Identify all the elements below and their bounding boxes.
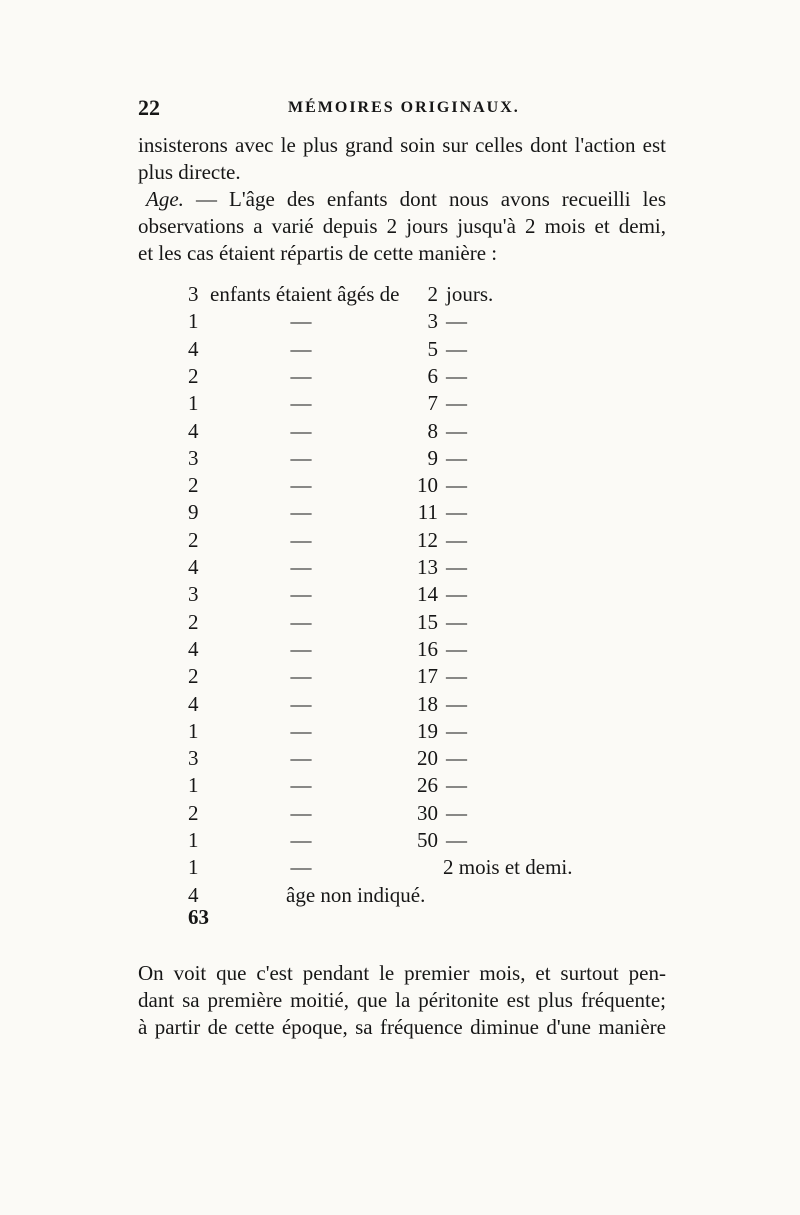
- text-line: dant sa première moitié, que la péritonite est plus fréquente;: [138, 988, 666, 1012]
- ditto-dash: —: [290, 609, 312, 634]
- ditto-dash: —: [446, 309, 467, 334]
- ditto-dash: —: [446, 418, 467, 443]
- child-count: 1: [188, 718, 199, 743]
- age-days: 19: [417, 718, 438, 743]
- page-header: [138, 95, 668, 125]
- age-days: 12: [417, 527, 438, 552]
- ditto-dash: —: [290, 855, 312, 880]
- table-row: [188, 610, 568, 637]
- child-count: 2: [188, 609, 199, 634]
- child-count: 1: [188, 828, 199, 852]
- table-row: [188, 473, 568, 500]
- child-count: 1: [188, 855, 199, 880]
- ditto-dash: —: [290, 718, 312, 743]
- table-row: [188, 637, 568, 664]
- table-row: [188, 419, 568, 446]
- ditto-dash: —: [446, 828, 467, 852]
- age-days: 9: [427, 445, 438, 470]
- child-count: 4: [188, 336, 199, 361]
- age-days: 6: [427, 363, 438, 388]
- table-row: [188, 773, 568, 800]
- table-row: [188, 309, 568, 336]
- table-row: [188, 555, 568, 582]
- text-line: [138, 186, 666, 213]
- ditto-dash: —: [290, 691, 312, 716]
- table-row: [188, 446, 568, 473]
- text-line-rest: — L'âge des enfants dont nous avons recueilli les: [183, 187, 666, 211]
- age-days: 11: [417, 500, 438, 525]
- ditto-dash: —: [290, 664, 312, 689]
- ditto-dash: —: [290, 336, 312, 361]
- ditto-dash: —: [446, 718, 467, 743]
- ditto-dash: —: [290, 363, 312, 388]
- age-days: 20: [417, 746, 438, 771]
- age-months: 2 mois et demi.: [443, 855, 573, 880]
- ditto-dash: —: [446, 664, 467, 689]
- table-row: [188, 282, 568, 309]
- child-count: 4: [188, 636, 199, 661]
- paragraph-intro: [138, 132, 666, 186]
- age-days: 5: [427, 336, 438, 361]
- table-row: [188, 500, 568, 527]
- ditto-dash: —: [446, 609, 467, 634]
- ditto-dash: —: [446, 473, 467, 498]
- child-count: 3: [188, 746, 199, 771]
- ditto-dash: —: [446, 336, 467, 361]
- ditto-dash: —: [446, 555, 467, 579]
- ditto-dash: —: [446, 391, 467, 416]
- age-unknown-note: âge non indiqué.: [286, 882, 426, 907]
- age-days: 13: [417, 555, 438, 579]
- child-count: 1: [188, 391, 199, 416]
- ditto-dash: —: [290, 636, 312, 661]
- text-line: plus directe.: [138, 160, 241, 184]
- table-row: [188, 719, 568, 746]
- ditto-dash: —: [290, 582, 312, 607]
- ditto-dash: —: [290, 309, 312, 334]
- ditto-dash: —: [446, 363, 467, 388]
- unit-label: jours.: [446, 282, 494, 306]
- total-count: 63: [188, 905, 209, 929]
- table-row: [188, 855, 573, 882]
- child-count: 2: [188, 527, 199, 552]
- row-label: enfants étaient âgés de: [210, 282, 400, 306]
- text-line: insisterons avec le plus grand soin sur celles dont l'action est: [138, 133, 666, 157]
- age-days: 8: [427, 418, 438, 443]
- age-days: 30: [417, 800, 438, 825]
- text-line: à partir de cette époque, sa fréquence diminue d'une manière: [138, 1015, 666, 1039]
- child-count: 3: [188, 282, 199, 306]
- ditto-dash: —: [446, 527, 467, 552]
- age-heading: Age.: [146, 187, 184, 211]
- ditto-dash: —: [290, 527, 312, 552]
- age-days: 14: [417, 582, 438, 607]
- ditto-dash: —: [290, 800, 312, 825]
- ditto-dash: —: [290, 418, 312, 443]
- age-days: 26: [417, 773, 438, 798]
- age-days: 16: [417, 636, 438, 661]
- child-count: 3: [188, 582, 199, 607]
- child-count: 1: [188, 309, 199, 334]
- ditto-dash: —: [446, 582, 467, 607]
- table-row: [188, 391, 568, 418]
- ditto-dash: —: [290, 473, 312, 498]
- child-count: 4: [188, 691, 199, 716]
- table-row: [188, 828, 568, 855]
- table-row: [188, 528, 568, 555]
- child-count: 2: [188, 473, 199, 498]
- ditto-dash: —: [290, 773, 312, 798]
- table-row: [188, 883, 568, 910]
- ditto-dash: —: [290, 445, 312, 470]
- table-row: [188, 582, 568, 609]
- paragraph-age: [138, 186, 666, 267]
- table-row: [188, 746, 568, 773]
- paragraph-conclusion: [138, 960, 666, 1041]
- ditto-dash: —: [290, 555, 312, 579]
- age-days: 3: [427, 309, 438, 334]
- child-count: 2: [188, 800, 199, 825]
- ditto-dash: —: [446, 500, 467, 525]
- table-row: [188, 337, 568, 364]
- text-line: On voit que c'est pendant le premier mois, et surtout pen-: [138, 961, 666, 985]
- age-days: 18: [417, 691, 438, 716]
- running-title: MÉMOIRES ORIGINAUX.: [288, 99, 520, 116]
- ditto-dash: —: [290, 500, 312, 525]
- text-line: et les cas étaient répartis de cette manière :: [138, 241, 498, 265]
- child-count: 2: [188, 363, 199, 388]
- child-count: 9: [188, 500, 199, 525]
- ditto-dash: —: [290, 746, 312, 771]
- age-days: 50: [417, 828, 438, 852]
- age-days: 2: [427, 282, 438, 306]
- child-count: 2: [188, 664, 199, 689]
- age-days: 15: [417, 609, 438, 634]
- child-count: 4: [188, 882, 199, 907]
- ditto-dash: —: [290, 391, 312, 416]
- age-days: 7: [427, 391, 438, 416]
- child-count: 4: [188, 555, 199, 579]
- age-days: 17: [417, 664, 438, 689]
- text-line: observations a varié depuis 2 jours jusqu'à 2 mois et demi,: [138, 214, 666, 238]
- table-row: [188, 364, 568, 391]
- ditto-dash: —: [446, 445, 467, 470]
- page-number: 22: [138, 95, 160, 120]
- ditto-dash: —: [446, 691, 467, 716]
- table-row: [188, 664, 568, 691]
- ditto-dash: —: [446, 800, 467, 825]
- child-count: 3: [188, 445, 199, 470]
- ditto-dash: —: [446, 746, 467, 771]
- table-row: [188, 692, 568, 719]
- ditto-dash: —: [446, 773, 467, 798]
- ditto-dash: —: [446, 636, 467, 661]
- child-count: 1: [188, 773, 199, 798]
- child-count: 4: [188, 418, 199, 443]
- age-days: 10: [417, 473, 438, 498]
- ditto-dash: —: [290, 828, 312, 852]
- table-row: [188, 801, 568, 828]
